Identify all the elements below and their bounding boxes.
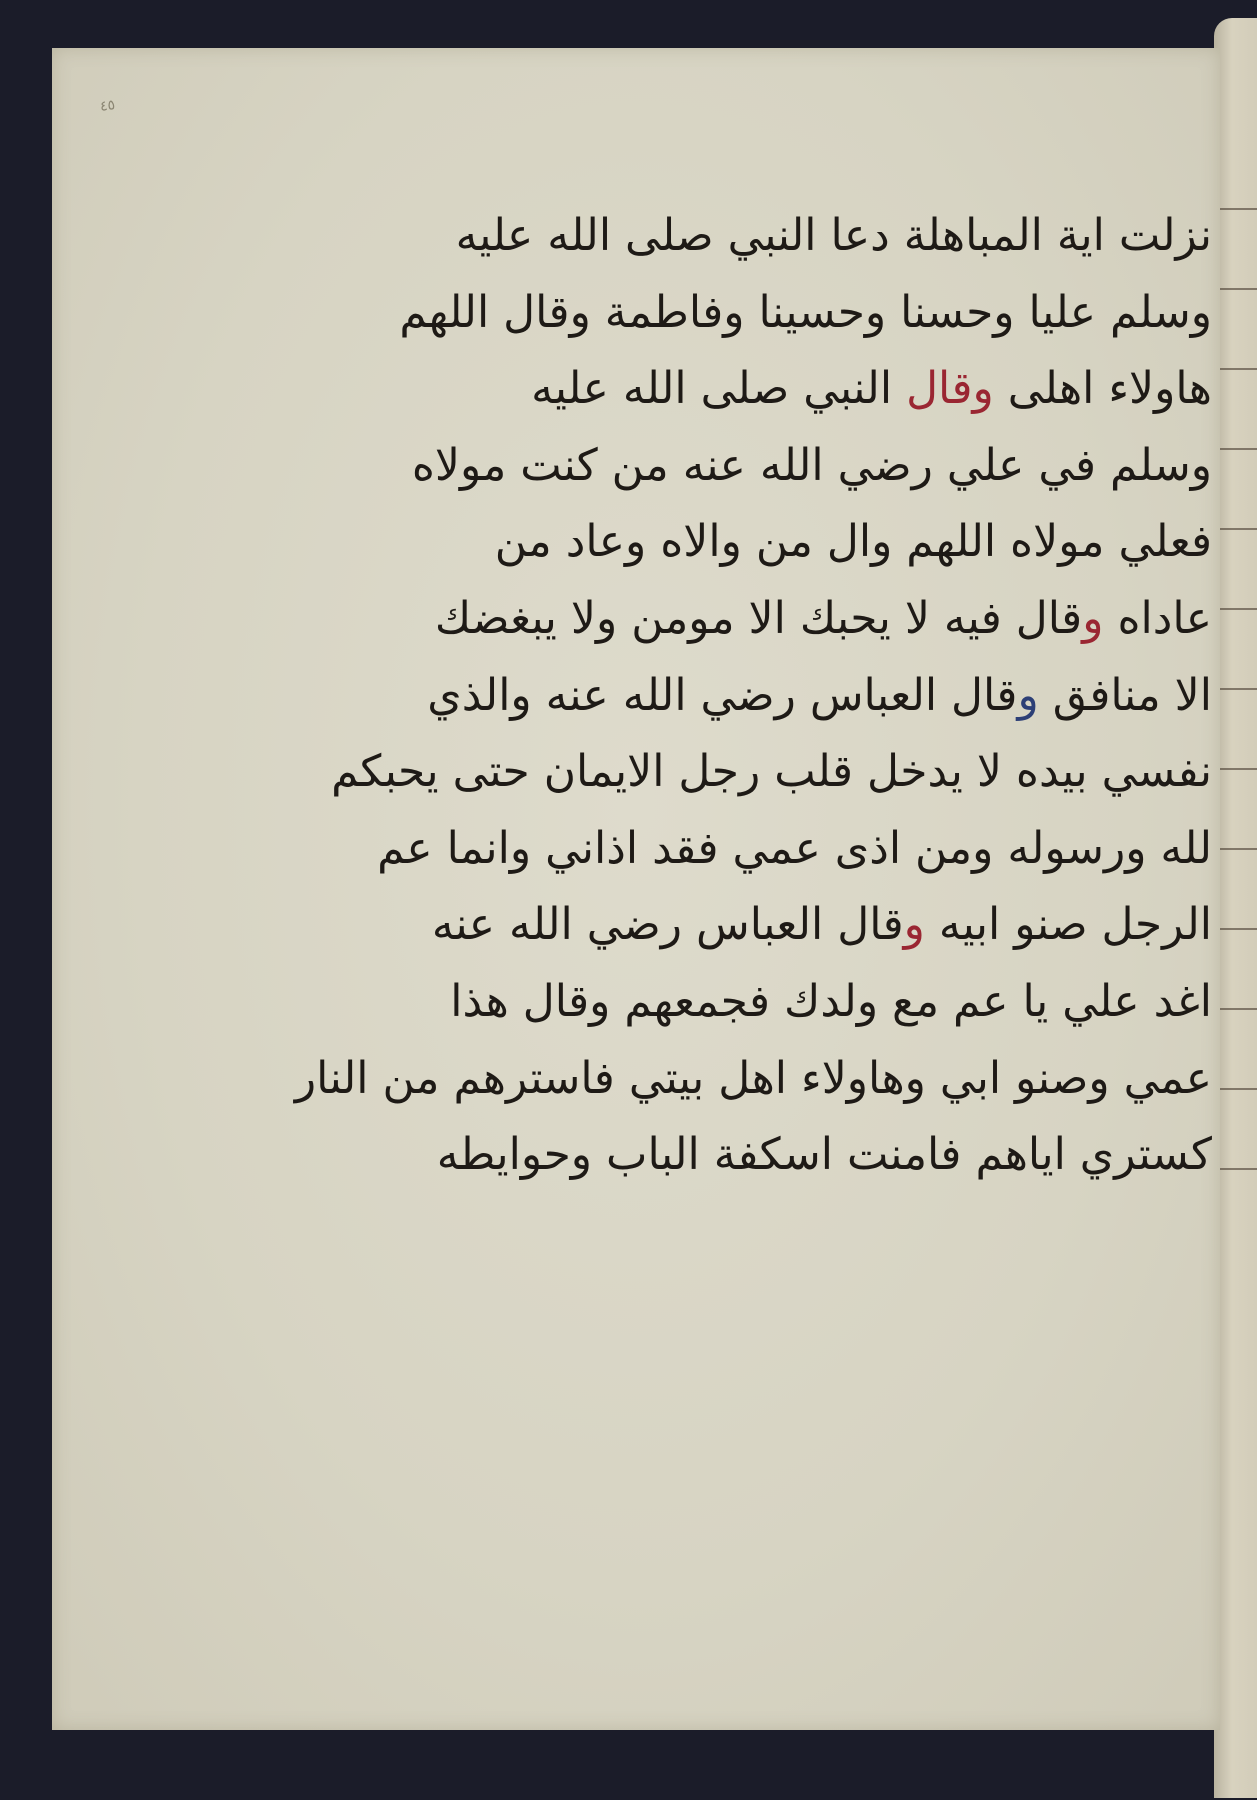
facing-page-ink	[1220, 368, 1257, 370]
folio-number: ٤٥	[98, 97, 117, 115]
text-run: النبي صلى الله عليه	[531, 363, 907, 415]
text-run: قال فيه لا يحبك الا مومن ولا يبغضك	[434, 592, 1083, 644]
text-line: وسلم عليا وحسنا وحسينا وفاطمة وقال اللهم	[399, 286, 1212, 338]
text-run: الرجل صنو ابيه	[924, 899, 1212, 951]
manuscript-text	[294, 198, 1212, 1194]
text-line: لله ورسوله ومن اذى عمي فقد اذاني وانما عم	[377, 822, 1212, 874]
text-line: نفسي بيده لا يدخل قلب رجل الايمان حتى يحبكم	[331, 746, 1212, 798]
facing-page-ink	[1220, 688, 1257, 690]
facing-page-ink	[1220, 448, 1257, 450]
text-line	[362, 351, 1212, 428]
rubric-word: و	[1082, 592, 1104, 644]
facing-page-ink	[1220, 928, 1257, 930]
text-line	[362, 658, 1212, 735]
text-line: فعلي مولاه اللهم وال من والاه وعاد من	[494, 516, 1212, 568]
manuscript-page	[52, 48, 1220, 1730]
text-line: عمي وصنو ابي وهاولاء اهل بيتي فاسترهم من النار	[294, 1052, 1212, 1104]
facing-page-ink	[1220, 208, 1257, 210]
facing-page-ink	[1220, 608, 1257, 610]
facing-page-ink	[1220, 1008, 1257, 1010]
text-run: هاولاء اهلى	[993, 363, 1212, 415]
facing-page-ink	[1220, 528, 1257, 530]
facing-page-ink	[1220, 848, 1257, 850]
text-line: نزلت اية المباهلة دعا النبي صلى الله عليه	[455, 210, 1212, 261]
rubric-word: و	[903, 899, 925, 951]
text-line	[362, 581, 1212, 658]
facing-page-edge	[1214, 18, 1257, 1798]
text-line: وسلم في علي رضي الله عنه من كنت مولاه	[411, 439, 1212, 491]
text-run: قال العباس رضي الله عنه والذي	[427, 669, 1018, 721]
text-run: عاداه	[1103, 592, 1212, 644]
facing-page-ink	[1220, 1088, 1257, 1090]
text-line: اغد علي يا عم مع ولدك فجمعهم وقال هذا	[450, 975, 1212, 1027]
rubric-word: و	[1017, 669, 1039, 721]
text-line: كستري اياهم فامنت اسكفة الباب وحوايطه	[436, 1129, 1212, 1181]
text-run: الا منافق	[1038, 669, 1212, 721]
text-line	[362, 887, 1212, 964]
facing-page-ink	[1220, 288, 1257, 290]
facing-page-ink	[1220, 1168, 1257, 1170]
rubric-word: وقال	[906, 363, 994, 415]
facing-page-ink	[1220, 768, 1257, 770]
text-run: قال العباس رضي الله عنه	[431, 899, 904, 951]
